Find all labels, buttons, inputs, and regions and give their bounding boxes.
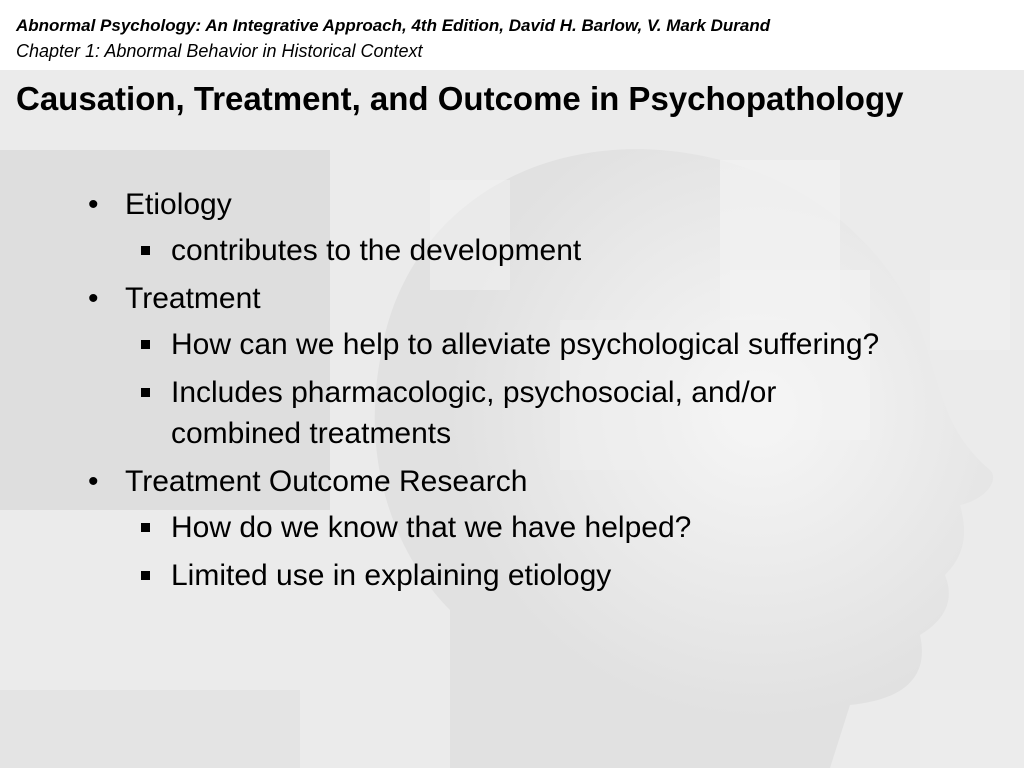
book-citation: Abnormal Psychology: An Integrative Approach, 4th Edition, David H. Barlow, V. Mark Durand [16,16,771,35]
bullet-dot-icon: • [88,282,99,315]
bullet-text: Treatment Outcome Research [125,465,528,498]
sub-bullet-text: Includes pharmacologic, psychosocial, and/or combined treatments [171,376,777,450]
square-bullet-icon [141,340,150,349]
sub-bullet-item [125,507,888,548]
bullet-dot-icon: • [88,188,99,221]
sub-bullet-item [125,372,888,454]
square-bullet-icon [141,571,150,580]
bullet-text: Treatment [125,282,261,315]
sub-bullet-item [125,324,888,365]
sub-bullet-list [125,324,888,454]
sub-bullet-item [125,555,888,596]
bullet-item [88,278,888,454]
sub-bullet-text: How can we help to alleviate psychological suffering? [171,328,880,361]
bullet-item [88,461,888,596]
square-bullet-icon [141,523,150,532]
sub-bullet-list [125,507,888,596]
sub-bullet-text: How do we know that we have helped? [171,511,692,544]
slide-title: Causation, Treatment, and Outcome in Psychopathology [16,80,904,117]
header-bar [0,0,1024,70]
sub-bullet-text: contributes to the development [171,234,582,267]
bullet-item [88,184,888,271]
square-bullet-icon [141,246,150,255]
bullet-list [88,184,888,603]
sub-bullet-item [125,230,888,271]
chapter-title: Chapter 1: Abnormal Behavior in Historical Context [16,41,423,61]
square-bullet-icon [141,388,150,397]
bullet-dot-icon: • [88,465,99,498]
bullet-text: Etiology [125,188,232,221]
sub-bullet-text: Limited use in explaining etiology [171,559,612,592]
sub-bullet-list [125,230,888,271]
